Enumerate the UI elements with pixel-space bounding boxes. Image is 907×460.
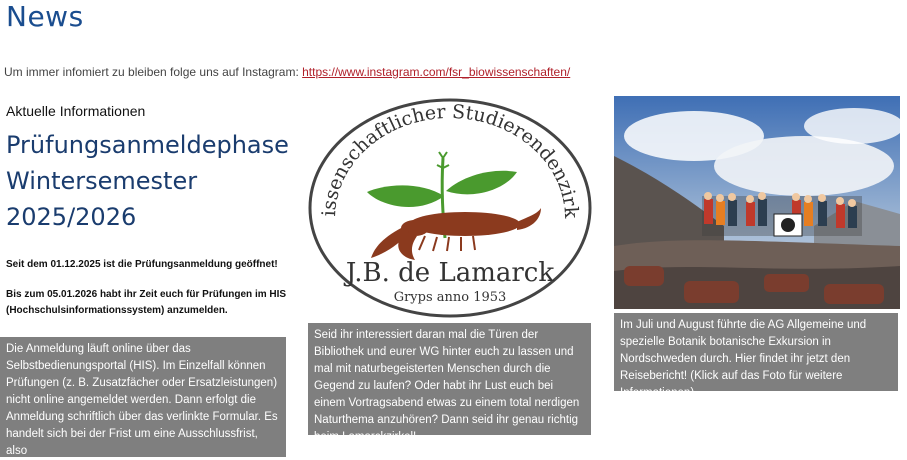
lamarck-logo[interactable] — [305, 96, 595, 320]
notice-opened: Seit dem 01.12.2025 ist die Prüfungsanmeldung geöffnet! — [6, 259, 278, 270]
exam-registration-title[interactable] — [6, 127, 306, 235]
logo-arc-text: issenschaftlicher Studierendenzirk — [317, 100, 583, 219]
excursion-info-box: Im Juli und August führte die AG Allgemeine und spezielle Botanik botanische Exkursion in Nordschweden durch. Hier findet ihr jetzt den Reisebericht! (Klick auf das Foto für weitere Informationen) — [614, 313, 898, 391]
exam-title-line: Wintersemester — [6, 167, 198, 195]
lamarck-logo-graphic — [305, 96, 595, 320]
instagram-link[interactable]: https://www.instagram.com/fsr_biowissenschaften/ — [302, 65, 571, 79]
logo-subtitle: Gryps anno 1953 — [393, 290, 507, 305]
intro-text: Um immer infomiert zu bleiben folge uns auf Instagram: — [4, 65, 303, 79]
exam-title-line: Prüfungsanmeldephase — [6, 131, 289, 159]
excursion-photo[interactable] — [614, 96, 900, 309]
logo-name: J.B. de Lamarck — [345, 258, 555, 288]
group-photo-mountains-icon — [614, 96, 900, 309]
exam-title-line: 2025/2026 — [6, 203, 137, 231]
section-label: Aktuelle Informationen — [6, 103, 146, 119]
page-title: News — [6, 0, 84, 33]
instagram-intro — [4, 65, 570, 79]
lamarck-info-box: Seid ihr interessiert daran mal die Türen der Bibliothek und eurer WG hinter euch zu lassen und mal mit naturbegeisterten Menschen durch die Gegend zu laufen? Oder habt ihr Lust euch bei einem Vortragsabend etwas zu einem total nerdigen Naturthema anzuhören? Dann seid ihr genau richtig beim Lamarckzirkel! — [308, 323, 591, 435]
exam-info-box: Die Anmeldung läuft online über das Selbstbedienungsportal (HIS). Im Einzelfall können Prüfungen (z. B. Zusatzfächer oder Ersatzleistungen) nicht online angemeldet werden. Dann erfolgt die Anmeldung schriftlich über das verlinkte Formular. Es handelt sich bei der Frist um eine Ausschlussfrist, also — [0, 337, 286, 457]
notice-deadline: Bis zum 05.01.2026 habt ihr Zeit euch für Prüfungen im HIS (Hochschulsinformationssystem) anzumelden. — [6, 289, 287, 316]
